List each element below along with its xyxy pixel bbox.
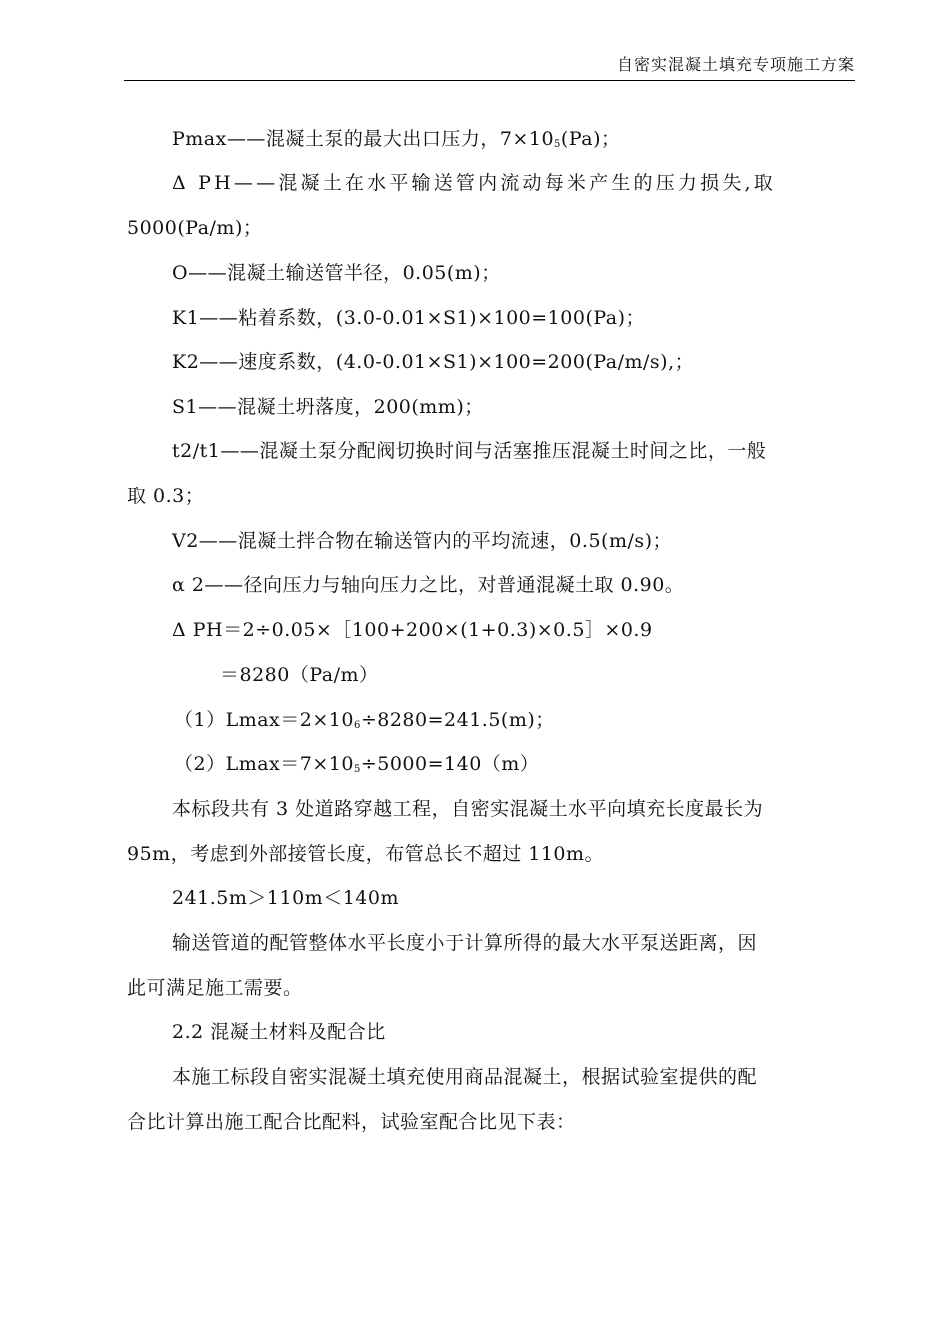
alpha-line: α 2——径向压力与轴向压力之比，对普通混凝土取 0.90。 <box>172 574 685 596</box>
lmax2-exponent: 5 <box>353 764 361 775</box>
lmax2-line <box>174 749 539 776</box>
page-header <box>124 48 855 81</box>
k2-line: K2——速度系数，(4.0-0.01×S1)×100=200(Pa/m/s),； <box>172 351 695 373</box>
t2t1-line-1: t2/t1——混凝土泵分配阀切换时间与活塞推压混凝土时间之比，一般 <box>172 440 767 462</box>
pmax-exponent: 5 <box>554 139 561 150</box>
mix-para-line-1: 本施工标段自密实混凝土填充使用商品混凝土，根据试验室提供的配 <box>172 1066 758 1088</box>
crossing-para-line-1: 本标段共有 3 处道路穿越工程，自密实混凝土水平向填充长度最长为 <box>172 798 764 820</box>
lmax2-text: （2）Lmax＝7×10 <box>174 753 354 775</box>
lmax1-tail: ÷8280=241.5(m)； <box>360 709 555 731</box>
mix-para-line-2: 合比计算出施工配合比配料，试验室配合比见下表： <box>127 1111 576 1133</box>
k1-line: K1——粘着系数，(3.0-0.01×S1)×100=100(Pa)； <box>172 307 646 329</box>
pmax-unit: (Pa)； <box>560 128 621 150</box>
radius-line: O——混凝土输送管半径，0.05(m)； <box>172 262 501 284</box>
t2t1-line-2: 取 0.3； <box>127 485 205 507</box>
dph-result-line: ＝8280（Pa/m） <box>220 664 379 686</box>
conclusion-line-1: 输送管道的配管整体水平长度小于计算所得的最大水平泵送距离，因 <box>172 932 758 954</box>
dph-text: Δ PH——混凝土在水平输送管内流动每米产生的压力损失,取 <box>172 172 776 194</box>
dph-line-2: 5000(Pa/m)； <box>127 217 263 239</box>
s1-line: S1——混凝土坍落度，200(mm)； <box>172 396 484 418</box>
lmax1-line <box>174 705 555 732</box>
conclusion-line-2: 此可满足施工需要。 <box>127 977 303 999</box>
v2-line: V2——混凝土拌合物在输送管内的平均流速，0.5(m/s)； <box>172 530 673 552</box>
lmax2-tail: ÷5000=140（m） <box>360 753 540 775</box>
pmax-text: Pmax——混凝土泵的最大出口压力，7×10 <box>172 128 555 150</box>
header-title: 自密实混凝土填充专项施工方案 <box>616 55 855 74</box>
pmax-line <box>172 124 621 151</box>
lmax1-text: （1）Lmax＝2×10 <box>174 709 354 731</box>
dph-line-1 <box>172 168 855 195</box>
crossing-para-line-2: 95m，考虑到外部接管长度，布管总长不超过 110m。 <box>127 843 605 865</box>
section-heading: 2.2 混凝土材料及配合比 <box>172 1021 386 1043</box>
dph-formula-line: Δ PH＝2÷0.05×［100+200×(1+0.3)×0.5］×0.9 <box>172 619 653 641</box>
comparison-line: 241.5m＞110m＜140m <box>172 887 399 909</box>
lmax1-exponent: 6 <box>353 720 361 731</box>
